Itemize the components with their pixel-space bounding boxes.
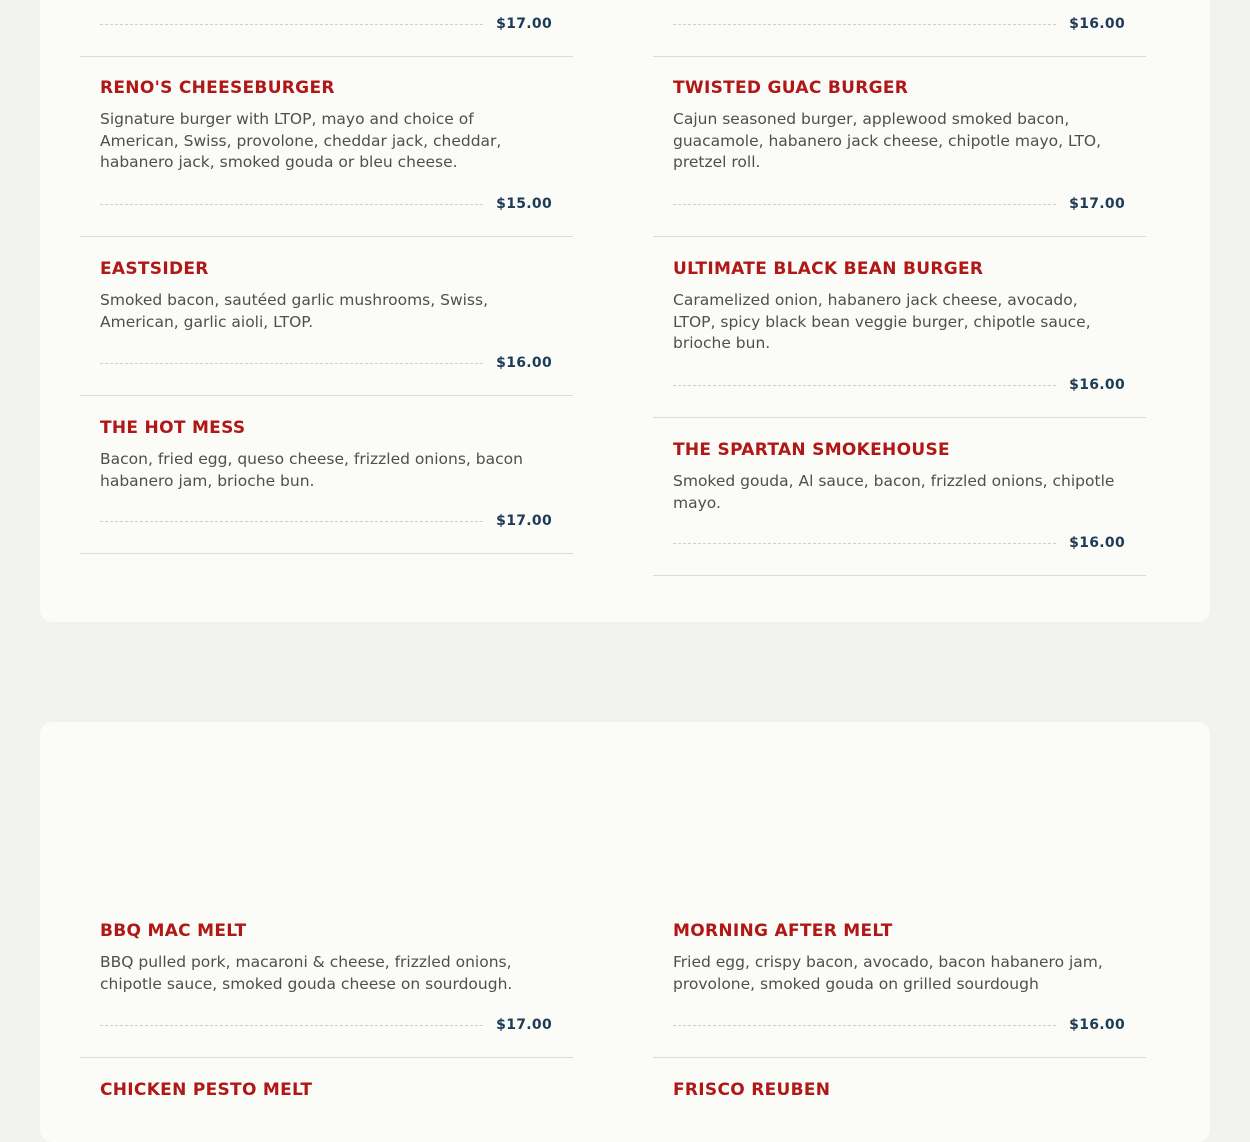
item-title: ULTIMATE BLACK BEAN BURGER bbox=[673, 259, 984, 279]
item-description: BBQ pulled pork, macaroni & cheese, frizzled onions, chipotle sauce, smoked gouda cheese on sourdough. bbox=[100, 953, 513, 993]
item-title: BBQ MAC MELT bbox=[100, 921, 247, 941]
menu-item bbox=[80, 921, 573, 1058]
item-description: Fried egg, crispy bacon, avocado, bacon habanero jam, provolone, smoked gouda on grilled sourdough bbox=[673, 953, 1103, 993]
dotted-leader bbox=[100, 24, 483, 25]
dotted-leader bbox=[673, 543, 1056, 544]
item-price: $16.00 bbox=[496, 355, 552, 371]
menu-item bbox=[80, 78, 573, 237]
item-title: FRISCO REUBEN bbox=[673, 1080, 831, 1100]
item-price: $17.00 bbox=[496, 513, 552, 529]
item-price: $16.00 bbox=[1069, 377, 1125, 393]
item-description: Smoked gouda, Al sauce, bacon, frizzled onions, chipotle mayo. bbox=[673, 472, 1115, 512]
dotted-leader bbox=[100, 1025, 483, 1026]
menu-item bbox=[653, 259, 1146, 418]
item-title: CHICKEN PESTO MELT bbox=[100, 1080, 313, 1100]
item-title: THE HOT MESS bbox=[100, 418, 246, 438]
price-row bbox=[673, 1017, 1125, 1037]
dotted-leader bbox=[673, 24, 1056, 25]
menu-item bbox=[653, 440, 1146, 576]
price-row bbox=[673, 377, 1125, 397]
dotted-leader bbox=[673, 1025, 1056, 1026]
menu-item bbox=[80, 1080, 573, 1099]
dotted-leader bbox=[100, 363, 483, 364]
price-row bbox=[100, 196, 552, 216]
item-description: Smoked bacon, sautéed garlic mushrooms, Swiss, American, garlic aioli, LTOP. bbox=[100, 291, 488, 331]
dotted-leader bbox=[100, 521, 483, 522]
price-row bbox=[673, 16, 1125, 36]
dotted-leader bbox=[100, 204, 483, 205]
dotted-leader bbox=[673, 204, 1056, 205]
dotted-leader bbox=[673, 385, 1056, 386]
menu-item bbox=[653, 1080, 1146, 1099]
menu-item bbox=[80, 0, 573, 57]
price-row bbox=[100, 355, 552, 375]
item-price: $16.00 bbox=[1069, 535, 1125, 551]
item-description: Bacon, fried egg, queso cheese, frizzled onions, bacon habanero jam, brioche bun. bbox=[100, 450, 523, 490]
price-row bbox=[673, 535, 1125, 555]
item-description: Signature burger with LTOP, mayo and choice of American, Swiss, provolone, cheddar jack, cheddar, habanero jack, smoked gouda or bleu cheese. bbox=[100, 110, 502, 172]
item-price: $17.00 bbox=[496, 16, 552, 32]
price-row bbox=[100, 16, 552, 36]
menu-item bbox=[80, 259, 573, 396]
item-price: $17.00 bbox=[1069, 196, 1125, 212]
menu-item bbox=[80, 418, 573, 554]
item-price: $16.00 bbox=[1069, 1017, 1125, 1033]
item-title: MORNING AFTER MELT bbox=[673, 921, 893, 941]
menu-item bbox=[653, 78, 1146, 237]
item-description: Cajun seasoned burger, applewood smoked bacon, guacamole, habanero jack cheese, chipotle mayo, LTO, pretzel roll. bbox=[673, 110, 1102, 172]
item-price: $17.00 bbox=[496, 1017, 552, 1033]
item-title: RENO'S CHEESEBURGER bbox=[100, 78, 335, 98]
menu-item bbox=[653, 921, 1146, 1058]
item-price: $15.00 bbox=[496, 196, 552, 212]
price-row bbox=[100, 1017, 552, 1037]
menu-item bbox=[653, 0, 1146, 57]
item-title: TWISTED GUAC BURGER bbox=[673, 78, 909, 98]
price-row bbox=[673, 196, 1125, 216]
item-price: $16.00 bbox=[1069, 16, 1125, 32]
item-title: THE SPARTAN SMOKEHOUSE bbox=[673, 440, 950, 460]
price-row bbox=[100, 513, 552, 533]
item-description: Caramelized onion, habanero jack cheese, avocado, LTOP, spicy black bean veggie burger, chipotle sauce, brioche bun. bbox=[673, 291, 1091, 353]
item-title: EASTSIDER bbox=[100, 259, 209, 279]
